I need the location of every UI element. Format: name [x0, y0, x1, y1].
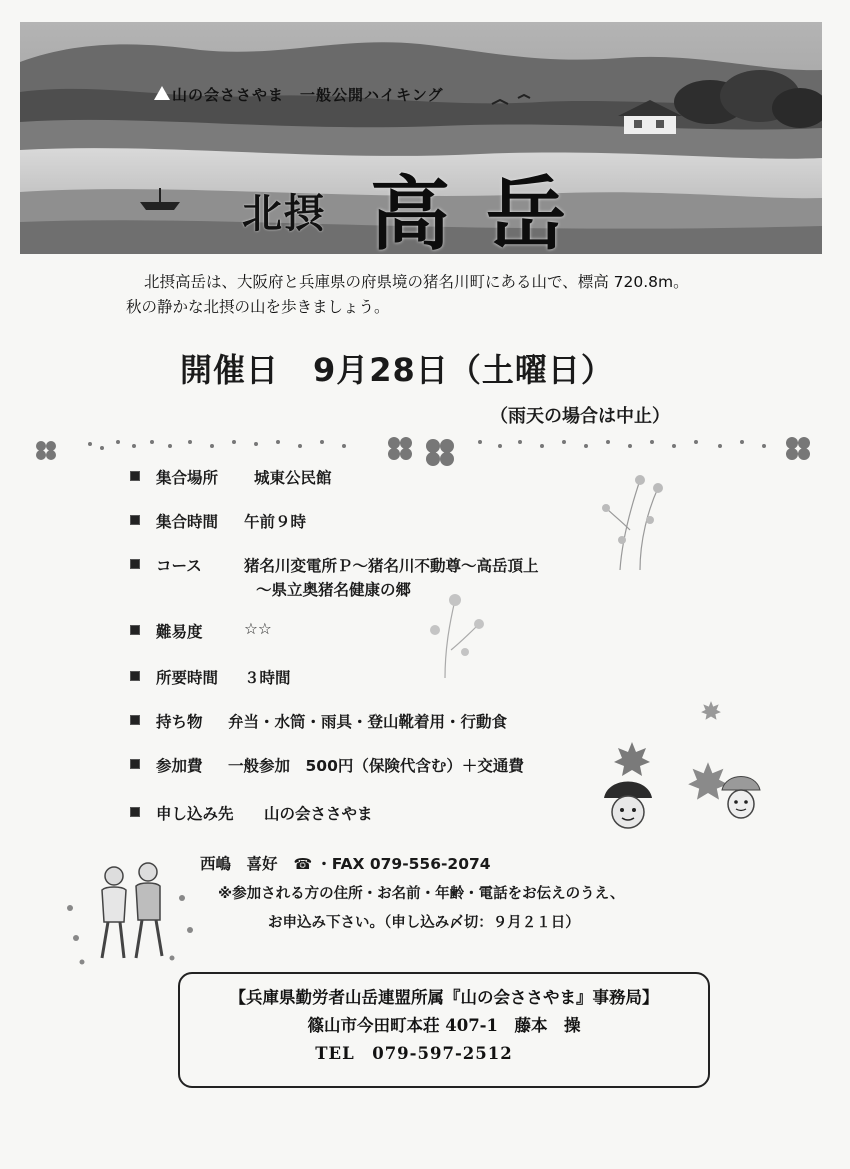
detail-meeting-time: [130, 510, 306, 532]
square-bullet-icon: [130, 671, 140, 681]
flower-illustration: [600, 470, 680, 580]
banner-tagline: 山の会ささやま 一般公開ハイキング: [172, 86, 444, 104]
square-bullet-icon: [130, 807, 140, 817]
detail-meeting-place: [130, 466, 332, 488]
maple-leaf-icon: [700, 700, 722, 722]
square-bullet-icon: [130, 471, 140, 481]
event-date: [180, 345, 614, 391]
contact-name: 西嶋 喜好: [200, 855, 278, 873]
mountain-peak-icon: [154, 86, 170, 100]
detail-label: 申し込み先: [156, 805, 234, 823]
detail-belongings: [130, 710, 507, 732]
detail-apply-to: [130, 802, 373, 824]
header-banner: [20, 22, 822, 254]
square-bullet-icon: [130, 715, 140, 725]
detail-value: 一般参加 500円（保険代含む）＋交通費: [228, 757, 524, 775]
detail-value: 弁当・水筒・雨具・登山靴着用・行動食: [228, 713, 508, 731]
detail-label: 持ち物: [156, 713, 203, 731]
note-line-2: お申込み下さい。（申し込み〆切：９月２１日）: [268, 915, 580, 931]
detail-label: 難易度: [156, 623, 203, 641]
note-line-1: ※参加される方の住所・お名前・年齢・電話をお伝えのうえ、: [218, 886, 625, 902]
clover-icon: [786, 437, 810, 460]
intro-line-1: 北摂高岳は、大阪府と兵庫県の府県境の猪名川町にある山で、標高 720.8m。: [144, 273, 689, 291]
mushroom-character-illustration: [716, 768, 766, 824]
mushroom-character-illustration: [598, 770, 658, 836]
detail-label: 集合場所: [156, 469, 219, 487]
banner-title-area: 北摂: [242, 191, 326, 237]
contact-line: [200, 852, 491, 874]
clover-icon: [426, 439, 454, 466]
square-bullet-icon: [130, 625, 140, 635]
detail-value: 山の会ささやま: [264, 805, 373, 823]
contact-phone: ・FAX 079-556-2074: [316, 855, 491, 873]
hikers-illustration: [62, 858, 202, 978]
office-title: 【兵庫県勤労者山岳連盟所属『山の会ささやま』事務局】: [229, 988, 659, 1007]
flower-illustration: [415, 590, 485, 680]
detail-label: 集合時間: [156, 513, 219, 531]
square-bullet-icon: [130, 559, 140, 569]
intro-line-2: 秋の静かな北摂の山を歩きましょう。: [126, 298, 390, 316]
detail-label: 所要時間: [156, 669, 219, 687]
detail-difficulty: [130, 620, 272, 642]
office-info-box: [178, 972, 710, 1088]
detail-value: 午前９時: [244, 513, 307, 531]
clover-divider: [30, 430, 820, 470]
square-bullet-icon: [130, 515, 140, 525]
detail-value: 城東公民館: [254, 469, 332, 487]
event-date-value: 9月28日（土曜日）: [313, 351, 614, 389]
telephone-icon: ☎: [293, 855, 313, 873]
course-line-2: ～県立奥猪名健康の郷: [256, 581, 412, 599]
detail-duration: [130, 666, 291, 688]
event-date-label: 開催日: [180, 351, 280, 389]
office-phone: TEL 079-597-2512: [315, 1044, 513, 1063]
clover-icon: [36, 441, 56, 460]
rain-note: （雨天の場合は中止）: [490, 406, 670, 427]
clover-icon: [388, 437, 412, 460]
application-notes: [218, 880, 624, 938]
detail-fee: [130, 754, 524, 776]
intro-text: [126, 270, 746, 320]
detail-value: [244, 554, 539, 602]
course-line-1: 猪名川変電所Ｐ～猪名川不動尊～高岳頂上: [244, 557, 539, 575]
detail-label: 参加費: [156, 757, 203, 775]
difficulty-stars: ☆☆: [244, 620, 272, 638]
detail-label: コース: [156, 557, 202, 575]
office-address: 篠山市今田町本荘 407-1 藤本 操: [307, 1016, 581, 1035]
detail-value: ３時間: [244, 669, 291, 687]
banner-title-mountain: 高岳: [370, 168, 602, 254]
square-bullet-icon: [130, 759, 140, 769]
